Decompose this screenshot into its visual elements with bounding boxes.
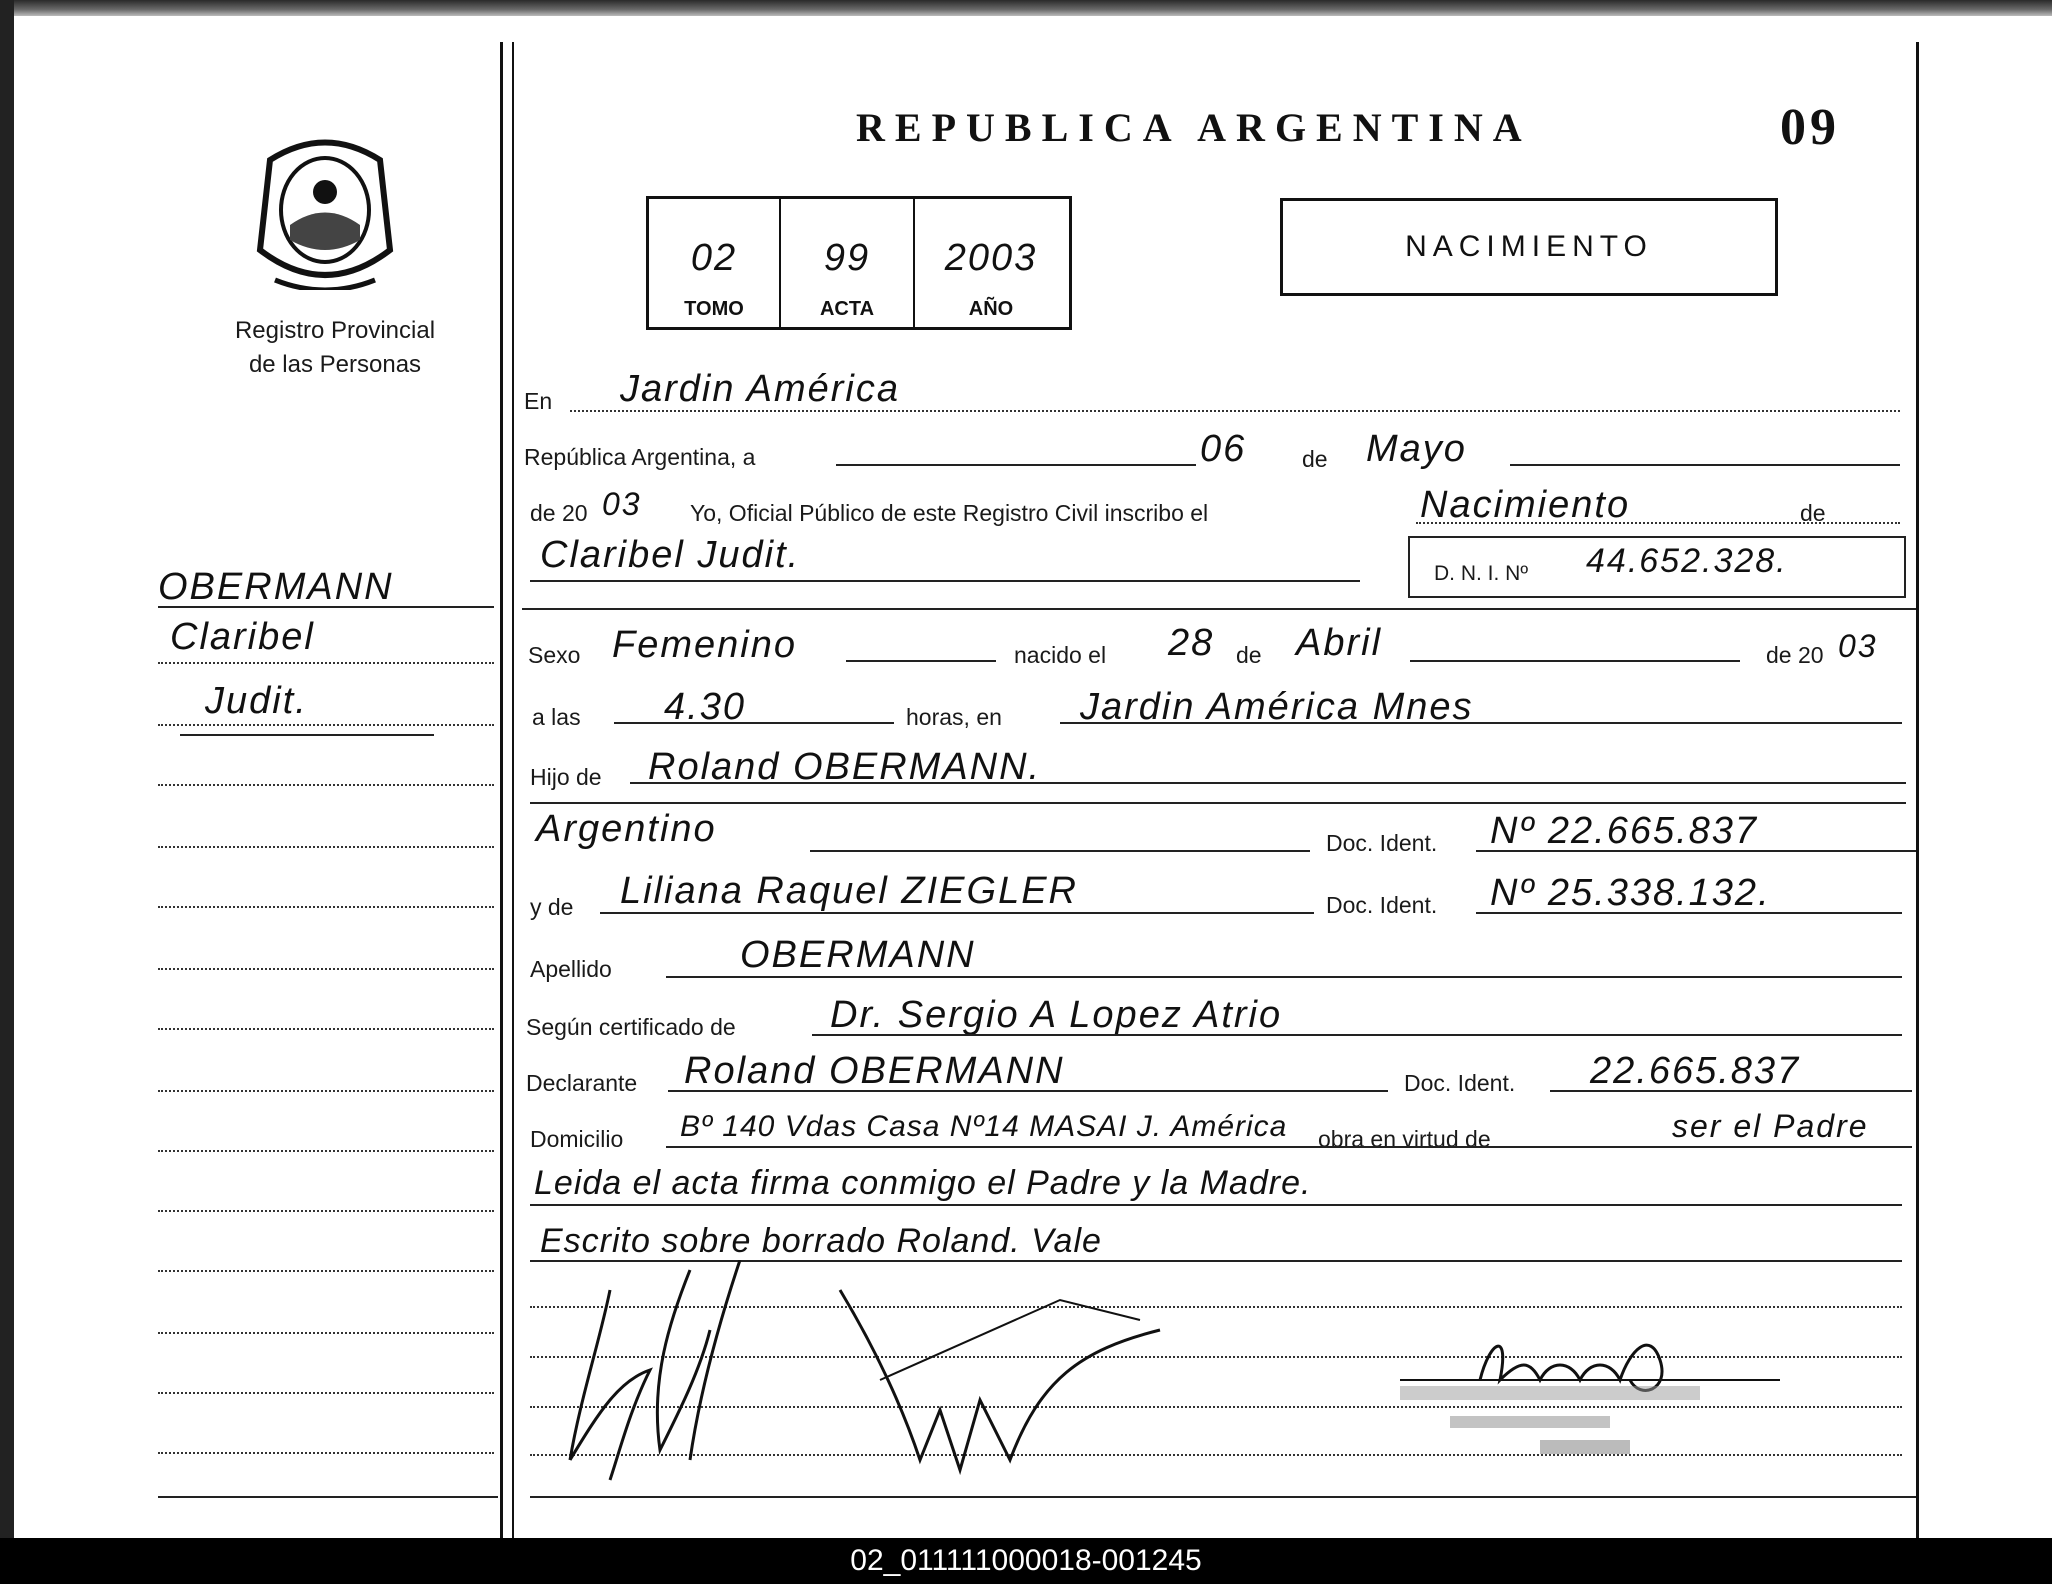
ano-value: 2003	[944, 237, 1038, 279]
record-box	[646, 196, 1072, 330]
value-madre-doc: Nº 25.338.132.	[1490, 872, 1771, 914]
line-padre-doc	[1476, 850, 1916, 852]
value-nacionalidad: Argentino	[536, 808, 717, 850]
scan-top-edge	[0, 0, 2052, 16]
country-title: REPUBLICA ARGENTINA	[856, 105, 1532, 150]
label-dni: D. N. I. Nº	[1434, 562, 1529, 585]
officer-signature-icon	[1400, 1300, 1800, 1460]
margin-line	[158, 968, 494, 970]
label-de-2: de	[1800, 500, 1826, 526]
value-declarante: Roland OBERMANN	[684, 1050, 1065, 1092]
line-hora	[614, 722, 894, 724]
line-madre	[600, 912, 1314, 914]
value-apellido: OBERMANN	[740, 934, 976, 976]
tomo-value: 02	[690, 237, 738, 279]
value-padre-doc: Nº 22.665.837	[1490, 810, 1759, 852]
value-virtud: ser el Padre	[1672, 1108, 1869, 1144]
margin-underline	[180, 734, 434, 736]
line-madre-doc	[1476, 912, 1902, 914]
value-certificado: Dr. Sergio A Lopez Atrio	[830, 994, 1283, 1036]
line-mes	[1510, 464, 1900, 466]
margin-name-2: Judit.	[205, 680, 308, 722]
margin-line	[158, 724, 494, 726]
label-de-3: de	[1236, 642, 1262, 668]
value-dia: 06	[1200, 428, 1247, 470]
margin-surname: OBERMANN	[158, 566, 394, 608]
value-lugar-nac: Jardin América Mnes	[1080, 686, 1474, 728]
line-sexo	[846, 660, 996, 662]
line-lugar-nac	[1060, 722, 1902, 724]
label-apellido: Apellido	[530, 956, 612, 982]
margin-line	[158, 662, 494, 664]
value-sexo: Femenino	[612, 624, 797, 666]
label-y-de: y de	[530, 894, 574, 920]
margin-line	[158, 906, 494, 908]
ano-label: AÑO	[968, 298, 1014, 320]
label-domicilio: Domicilio	[530, 1126, 624, 1152]
label-segun: Según certificado de	[526, 1014, 736, 1040]
dni-box	[1408, 536, 1906, 598]
margin-line	[158, 1332, 494, 1334]
scan-left-edge	[0, 0, 14, 1540]
value-nota-1: Leida el acta firma conmigo el Padre y la Madre.	[534, 1164, 1312, 1202]
margin-line	[158, 1392, 494, 1394]
margin-line	[158, 1028, 494, 1030]
value-nombre: Claribel Judit.	[540, 534, 801, 576]
acta-cell	[781, 199, 915, 327]
value-lugar: Jardin América	[620, 368, 901, 410]
margin-line	[158, 846, 494, 848]
label-obra: obra en virtud de	[1318, 1126, 1491, 1152]
line-padre-2	[530, 802, 1906, 804]
ano-cell	[915, 199, 1067, 327]
registry-line-2: de las Personas	[248, 351, 422, 378]
right-border	[1916, 42, 1919, 1538]
margin-name-1: Claribel	[170, 616, 315, 658]
value-declarante-doc: 22.665.837	[1590, 1050, 1801, 1092]
line-en	[570, 410, 1900, 412]
margin-divider-inner	[512, 42, 514, 1538]
registry-line-1: Registro Provincial	[234, 317, 436, 344]
value-mes: Mayo	[1366, 428, 1467, 470]
value-padre: Roland OBERMANN.	[648, 746, 1042, 788]
label-de-20: de 20	[530, 500, 588, 526]
value-hora: 4.30	[664, 686, 746, 728]
label-doc-ident-3: Doc. Ident.	[1404, 1070, 1516, 1096]
line-nota-1	[530, 1204, 1902, 1206]
line-nac-mes	[1410, 660, 1740, 662]
registry-name	[205, 314, 465, 382]
line-domicilio	[666, 1146, 1912, 1148]
tomo-label: TOMO	[684, 298, 744, 320]
record-type-box: NACIMIENTO	[1280, 198, 1778, 296]
acta-value: 99	[823, 237, 871, 279]
margin-line	[158, 606, 494, 608]
provincial-seal-icon	[250, 130, 400, 290]
label-doc-ident-2: Doc. Ident.	[1326, 892, 1438, 918]
value-dni: 44.652.328.	[1586, 542, 1788, 580]
line-padre	[630, 782, 1906, 784]
value-tipo: Nacimiento	[1420, 484, 1631, 526]
page-number: 09	[1780, 99, 1840, 156]
margin-line	[158, 1210, 494, 1212]
value-nac-dia: 28	[1168, 622, 1215, 664]
value-madre: Liliana Raquel ZIEGLER	[620, 870, 1078, 912]
line-nombre	[530, 580, 1360, 582]
line-apellido	[666, 976, 1902, 978]
margin-line	[158, 1150, 494, 1152]
value-nota-2: Escrito sobre borrado Roland. Vale	[540, 1222, 1102, 1260]
line-tipo	[1416, 522, 1900, 524]
value-anio: 03	[602, 486, 642, 522]
acta-label: ACTA	[819, 298, 875, 320]
label-a-las: a las	[532, 704, 581, 730]
signatures-parents-icon	[540, 1260, 1180, 1500]
label-hijo-de: Hijo de	[530, 764, 602, 790]
label-nacido-el: nacido el	[1014, 642, 1107, 668]
label-de: de	[1302, 446, 1328, 472]
divider-line	[522, 608, 1916, 610]
margin-line	[158, 1452, 494, 1454]
label-en: En	[524, 388, 553, 414]
label-doc-ident-1: Doc. Ident.	[1326, 830, 1438, 856]
line-declarante	[668, 1090, 1388, 1092]
line-declarante-doc	[1550, 1090, 1912, 1092]
margin-line	[158, 1496, 498, 1498]
line-certificado	[812, 1034, 1902, 1036]
value-nac-mes: Abril	[1296, 622, 1383, 664]
label-de-20b: de 20	[1766, 642, 1824, 668]
margin-line	[158, 1270, 494, 1272]
margin-line	[158, 784, 494, 786]
value-domicilio: Bº 140 Vdas Casa Nº14 MASAI J. América	[680, 1110, 1288, 1143]
label-horas-en: horas, en	[906, 704, 1002, 730]
margin-divider	[500, 42, 503, 1538]
label-republica: República Argentina, a	[524, 444, 756, 470]
label-declarante: Declarante	[526, 1070, 638, 1096]
tomo-cell	[649, 199, 781, 327]
line-dia	[836, 464, 1196, 466]
value-nac-anio: 03	[1838, 628, 1878, 664]
line-nacionalidad	[810, 850, 1310, 852]
margin-line	[158, 1090, 494, 1092]
document-code-footer: 02_011111000018-001245	[0, 1538, 2052, 1584]
label-sexo: Sexo	[528, 642, 581, 668]
label-yo-oficial: Yo, Oficial Público de este Registro Civil inscribo el	[690, 500, 1209, 526]
